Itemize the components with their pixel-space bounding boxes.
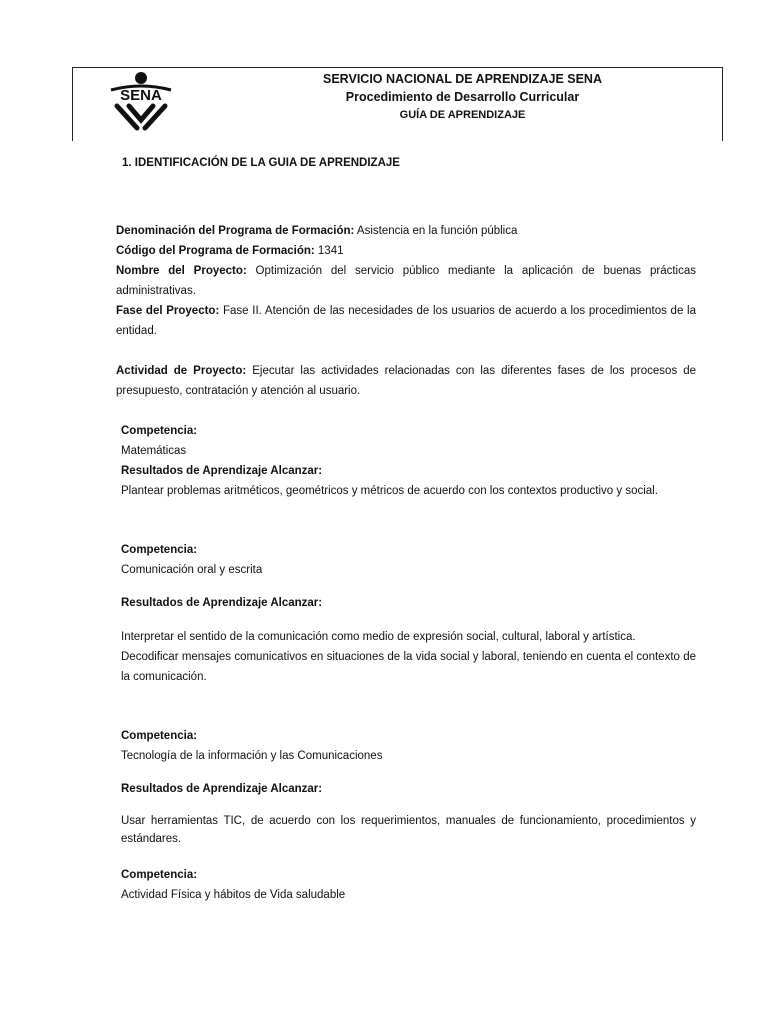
competencia-label: Competencia:: [121, 869, 198, 881]
resultado-item: Usar herramientas TIC, de acuerdo con los requerimientos, manuales de funcionamiento, procedimientos y estándares.: [121, 815, 696, 845]
resultado-item: Decodificar mensajes comunicativos en situaciones de la vida social y laboral, teniendo en cuenta el contexto de la comunicación.: [121, 651, 696, 683]
sena-logo: [103, 70, 179, 132]
competencia-label: Competencia:: [121, 730, 198, 742]
resultados-2: [121, 627, 696, 687]
actividad-label: Actividad de Proyecto:: [116, 365, 247, 377]
resultados-label: Resultados de Aprendizaje Alcanzar:: [121, 597, 323, 609]
procedure-name: Procedimiento de Desarrollo Curricular: [345, 90, 580, 104]
proyecto-line: [116, 261, 696, 301]
codigo-label: Código del Programa de Formación:: [116, 245, 315, 257]
competencia-4: [121, 865, 696, 905]
competencia-2: [121, 540, 696, 580]
competencia-name: Tecnología de la información y las Comunicaciones: [121, 750, 383, 762]
competencia-name: Comunicación oral y escrita: [121, 564, 263, 576]
identification-block: [116, 221, 696, 341]
competencia-name: Actividad Física y hábitos de Vida saludable: [121, 889, 346, 901]
resultados-2-heading: [121, 593, 696, 613]
programa-line: [116, 221, 696, 241]
resultados-3-heading: [121, 779, 696, 799]
header-titles: [223, 70, 702, 124]
fase-value: Fase II. Atención de las necesidades de los usuarios de acuerdo a los procedimientos de la entidad.: [116, 305, 696, 337]
codigo-line: [116, 241, 696, 261]
document-type: GUÍA DE APRENDIZAJE: [399, 109, 526, 121]
resultado-item: Interpretar el sentido de la comunicación como medio de expresión social, cultural, laboral y artística.: [121, 631, 636, 643]
codigo-value: 1341: [314, 245, 344, 257]
institution-name: SERVICIO NACIONAL DE APRENDIZAJE SENA: [323, 72, 602, 86]
actividad-line: [116, 361, 696, 401]
competencia-1: [121, 421, 696, 501]
programa-label: Denominación del Programa de Formación:: [116, 225, 355, 237]
proyecto-value: Optimización del servicio público mediante la aplicación de buenas prácticas administrativas.: [116, 265, 696, 297]
competencia-label: Competencia:: [121, 425, 198, 437]
fase-line: [116, 301, 696, 341]
programa-value: Asistencia en la función pública: [354, 225, 518, 237]
resultados-label: Resultados de Aprendizaje Alcanzar:: [121, 783, 323, 795]
resultados-3: [121, 812, 696, 848]
competencia-3: [121, 726, 696, 766]
resultados-label: Resultados de Aprendizaje Alcanzar:: [121, 465, 323, 477]
fase-label: Fase del Proyecto:: [116, 305, 220, 317]
actividad-value: Ejecutar las actividades relacionadas con las diferentes fases de los procesos de presupuesto, contratación y atención al usuario.: [116, 365, 696, 397]
proyecto-label: Nombre del Proyecto:: [116, 265, 247, 277]
section-title: 1. IDENTIFICACIÓN DE LA GUIA DE APRENDIZAJE: [122, 157, 400, 169]
competencia-name: Matemáticas: [121, 445, 187, 457]
actividad-block: [116, 361, 696, 401]
document-header: [72, 67, 723, 141]
logo-text: SENA: [120, 87, 162, 104]
competencia-label: Competencia:: [121, 544, 198, 556]
resultado-item: Plantear problemas aritméticos, geométricos y métricos de acuerdo con los contextos productivo y social.: [121, 485, 658, 497]
